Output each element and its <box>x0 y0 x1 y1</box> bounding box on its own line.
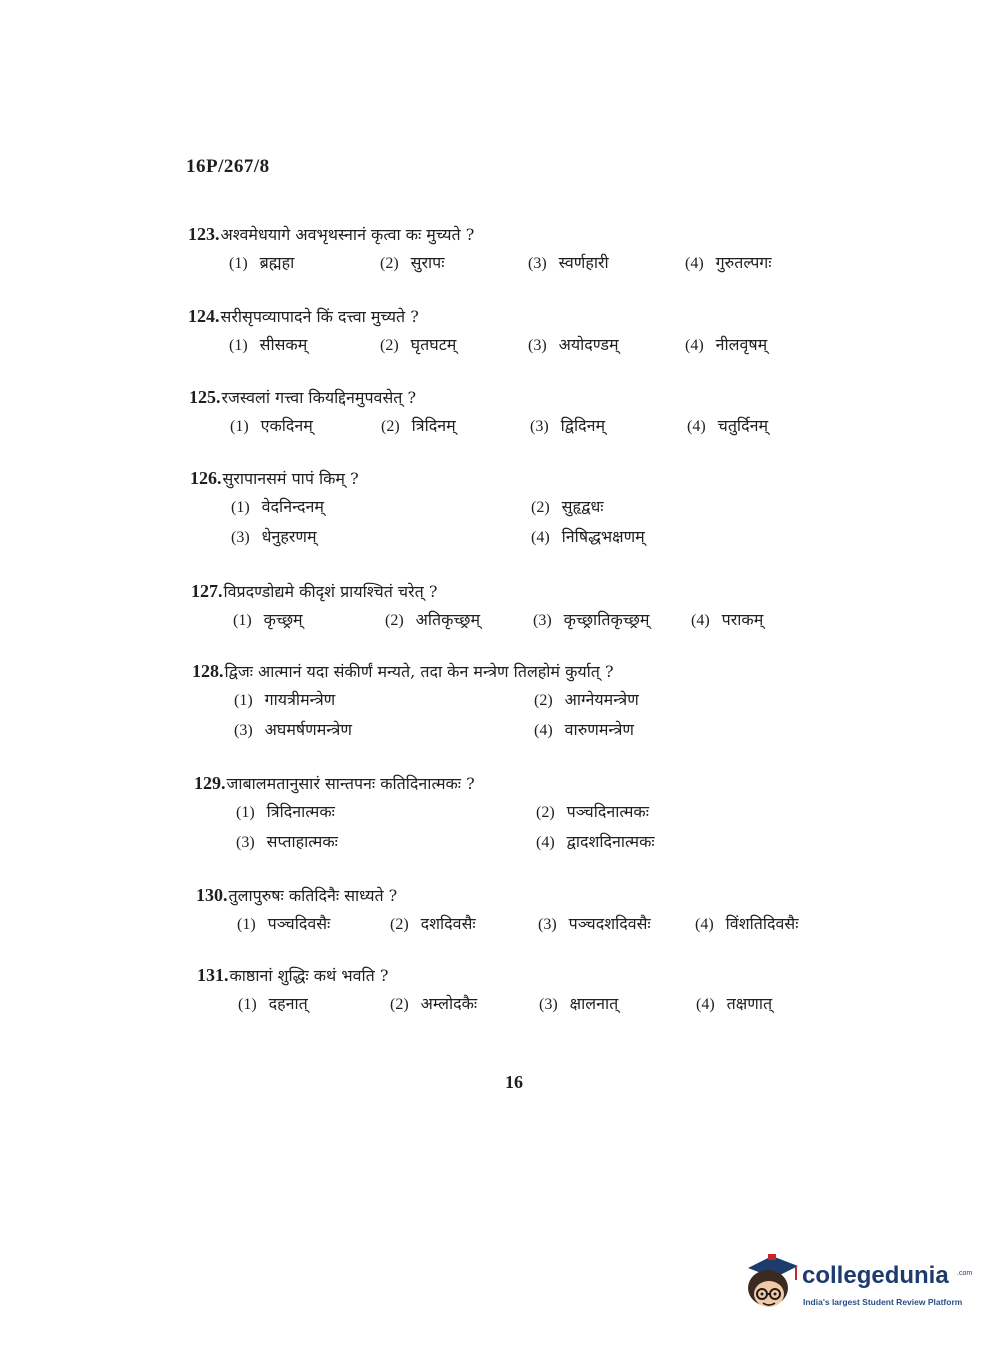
option-1: (1) पञ्चदिवसैः <box>237 914 331 933</box>
option-3: (3) पञ्चदशदिवसैः <box>538 914 651 933</box>
option-2: (2) अतिकृच्छ्रम् <box>385 610 481 629</box>
option-2: (2) घृतघटम् <box>380 335 457 354</box>
logo-tagline: India's largest Student Review Platform <box>803 1297 963 1307</box>
question-125 <box>189 386 769 444</box>
option-3: (3) धेनुहरणम् <box>231 527 317 546</box>
option-2: (2) अम्लोदकैः <box>390 994 478 1013</box>
question-number: 131. <box>197 965 229 985</box>
question-number: 123. <box>188 224 220 244</box>
question-127 <box>191 580 764 638</box>
question-124 <box>188 305 768 363</box>
option-1: (1) वेदनिन्दनम् <box>231 497 324 516</box>
paper-code: 16P/267/8 <box>186 156 270 177</box>
option-2: (2) सुरापः <box>380 253 445 272</box>
option-2: (2) पञ्चदिनात्मकः <box>536 802 649 821</box>
option-3: (3) क्षालनात् <box>539 994 619 1013</box>
question-128 <box>192 660 639 748</box>
question-text: तुलापुरुषः कतिदिनैः साध्यते ? <box>228 886 398 905</box>
question-number: 127. <box>191 581 223 601</box>
question-129 <box>194 772 655 860</box>
question-number: 128. <box>192 661 224 681</box>
option-4: (4) विंशतिदिवसैः <box>695 914 799 933</box>
option-4: (4) पराकम् <box>691 610 764 629</box>
option-3: (3) स्वर्णहारी <box>528 253 609 272</box>
option-4: (4) नीलवृषम् <box>685 335 768 354</box>
option-1: (1) एकदिनम् <box>230 416 313 435</box>
question-text: काष्ठानां शुद्धिः कथं भवति ? <box>229 966 389 985</box>
option-4: (4) निषिद्धभक्षणम् <box>531 527 645 546</box>
option-4: (4) वारुणमन्त्रेण <box>534 720 635 739</box>
question-131 <box>197 964 773 1022</box>
option-1: (1) कृच्छ्रम् <box>233 610 303 629</box>
question-text: द्विजः आत्मानं यदा संकीर्णं मन्यते, तदा केन मन्त्रेण तिलहोमं कुर्यात् ? <box>224 662 614 681</box>
option-4: (4) तक्षणात् <box>696 994 773 1013</box>
option-3: (3) सप्ताहात्मकः <box>236 832 338 851</box>
question-123 <box>188 223 772 281</box>
question-number: 125. <box>189 387 221 407</box>
question-text: सरीसृपव्यापादने किं दत्त्वा मुच्यते ? <box>220 307 419 326</box>
question-number: 124. <box>188 306 220 326</box>
option-2: (2) आग्नेयमन्त्रेण <box>534 690 639 709</box>
option-2: (2) त्रिदिनम् <box>381 416 456 435</box>
question-text: विप्रदण्डोद्यमे कीदृशं प्रायश्चितं चरेत् ? <box>223 582 438 601</box>
option-1: (1) त्रिदिनात्मकः <box>236 802 335 821</box>
question-text: अश्वमेधयागे अवभृथस्नानं कृत्वा कः मुच्यते ? <box>220 225 475 244</box>
question-text: रजस्वलां गत्त्वा कियद्दिनमुपवसेत् ? <box>221 388 417 407</box>
question-number: 129. <box>194 773 226 793</box>
option-1: (1) सीसकम् <box>229 335 308 354</box>
question-number: 130. <box>196 885 228 905</box>
option-1: (1) ब्रह्महा <box>229 253 295 272</box>
option-3: (3) अघमर्षणमन्त्रेण <box>234 720 352 739</box>
question-text: सुरापानसमं पापं किम् ? <box>222 469 359 488</box>
option-2: (2) दशदिवसैः <box>390 914 476 933</box>
option-3: (3) द्विदिनम् <box>530 416 606 435</box>
option-4: (4) गुरुतल्पगः <box>685 253 772 272</box>
question-number: 126. <box>190 468 222 488</box>
option-1: (1) दहनात् <box>238 994 308 1013</box>
question-130 <box>196 884 799 942</box>
collegedunia-logo[interactable] <box>742 1250 982 1320</box>
option-3: (3) कृच्छ्रातिकृच्छ्रम् <box>533 610 650 629</box>
logo-wordmark: collegedunia <box>802 1262 949 1289</box>
logo-suffix: .com <box>957 1270 973 1277</box>
option-2: (2) सुहृद्वधः <box>531 497 604 516</box>
mascot-icon <box>742 1250 800 1314</box>
question-text: जाबालमतानुसारं सान्तपनः कतिदिनात्मकः ? <box>226 774 475 793</box>
page-number: 16 <box>505 1072 523 1092</box>
option-1: (1) गायत्रीमन्त्रेण <box>234 690 336 709</box>
question-126 <box>190 467 645 555</box>
option-4: (4) चतुर्दिनम् <box>687 416 769 435</box>
option-3: (3) अयोदण्डम् <box>528 335 619 354</box>
option-4: (4) द्वादशदिनात्मकः <box>536 832 655 851</box>
